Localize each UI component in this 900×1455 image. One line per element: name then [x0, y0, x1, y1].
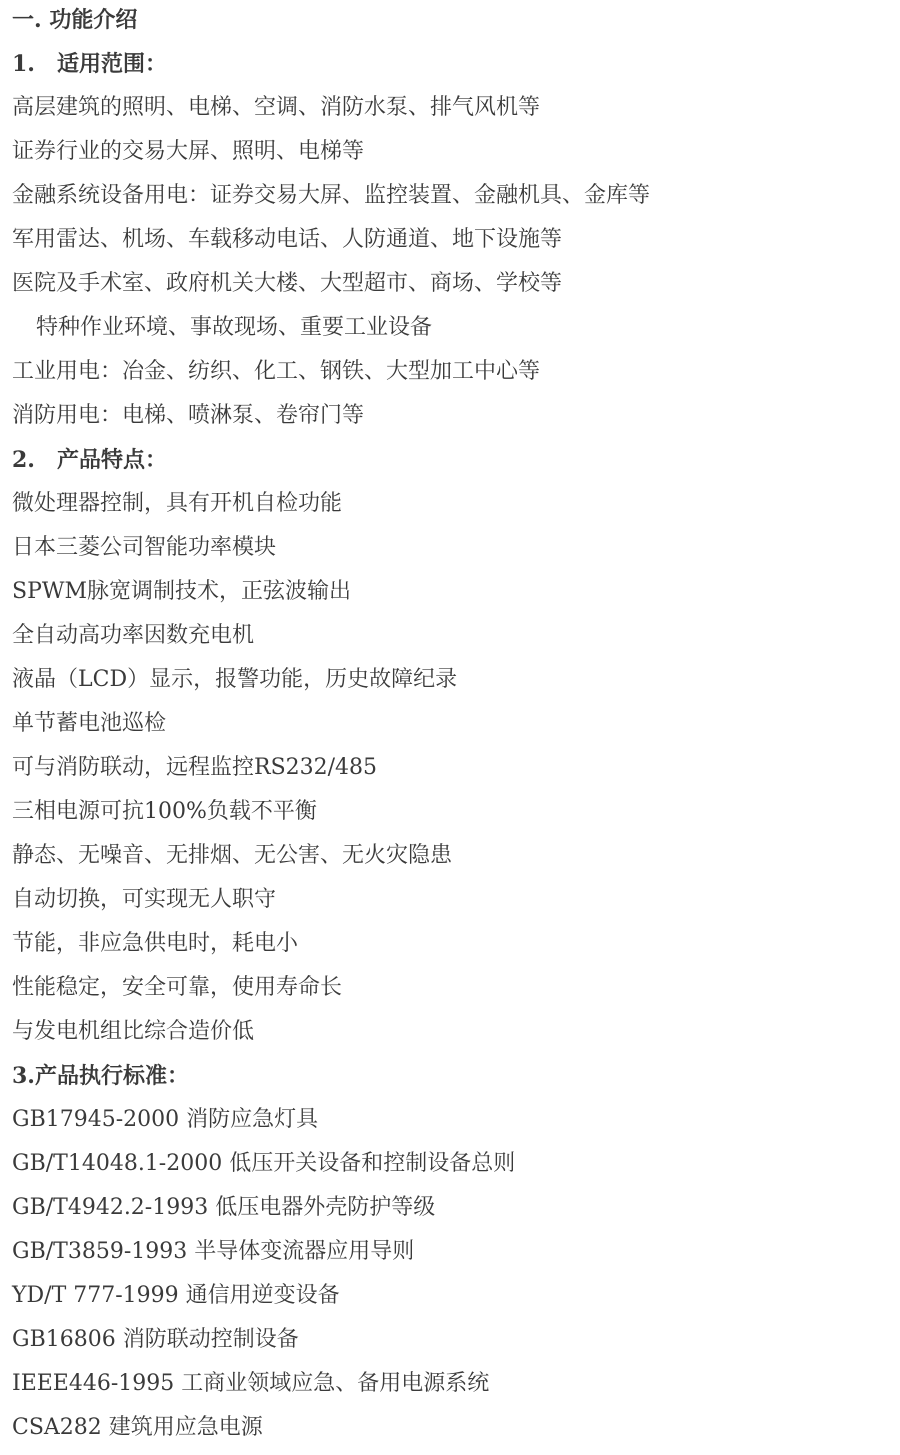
feature-item: 全自动高功率因数充电机	[12, 623, 255, 648]
feature-item: 三相电源可抗100%负载不平衡	[12, 799, 317, 824]
feature-item: SPWM脉宽调制技术，正弦波输出	[12, 579, 352, 604]
section-title: 一. 功能介绍	[12, 7, 138, 33]
feature-item: 日本三菱公司智能功率模块	[12, 535, 277, 560]
feature-item: 单节蓄电池巡检	[12, 711, 167, 736]
scope-heading: 1. 适用范围：	[12, 51, 167, 77]
feature-item: 自动切换，可实现无人职守	[12, 887, 277, 912]
feature-item: 静态、无噪音、无排烟、无公害、无火灾隐患	[12, 843, 453, 868]
standard-item: GB16806 消防联动控制设备	[12, 1327, 299, 1352]
standard-item: GB/T14048.1-2000 低压开关设备和控制设备总则	[12, 1151, 516, 1176]
scope-item: 工业用电：冶金、纺织、化工、钢铁、大型加工中心等	[12, 359, 541, 384]
standard-item: IEEE446-1995 工商业领域应急、备用电源系统	[12, 1371, 490, 1396]
feature-item: 与发电机组比综合造价低	[12, 1019, 255, 1044]
feature-item: 可与消防联动，远程监控RS232/485	[12, 755, 378, 780]
document-body	[12, 0, 892, 1450]
scope-item: 高层建筑的照明、电梯、空调、消防水泵、排气风机等	[12, 95, 541, 120]
feature-item: 节能，非应急供电时，耗电小	[12, 931, 299, 956]
feature-item: 微处理器控制，具有开机自检功能	[12, 491, 343, 516]
standard-item: YD/T 777-1999 通信用逆变设备	[12, 1283, 340, 1308]
standard-item: GB17945-2000 消防应急灯具	[12, 1107, 319, 1132]
standards-heading: 3.产品执行标准：	[12, 1063, 189, 1089]
standard-item: CSA282 建筑用应急电源	[12, 1415, 263, 1440]
scope-item: 金融系统设备用电：证券交易大屏、监控装置、金融机具、金库等	[12, 183, 651, 208]
scope-item: 证券行业的交易大屏、照明、电梯等	[12, 139, 365, 164]
scope-item: 特种作业环境、事故现场、重要工业设备	[36, 315, 433, 340]
feature-item: 液晶（LCD）显示，报警功能，历史故障纪录	[12, 667, 458, 692]
standard-item: GB/T3859-1993 半导体变流器应用导则	[12, 1239, 415, 1264]
standard-item: GB/T4942.2-1993 低压电器外壳防护等级	[12, 1195, 436, 1220]
feature-item: 性能稳定，安全可靠，使用寿命长	[12, 975, 343, 1000]
features-heading: 2. 产品特点：	[12, 447, 167, 473]
scope-item: 医院及手术室、政府机关大楼、大型超市、商场、学校等	[12, 271, 563, 296]
scope-item: 消防用电：电梯、喷淋泵、卷帘门等	[12, 403, 365, 428]
scope-item: 军用雷达、机场、车载移动电话、人防通道、地下设施等	[12, 227, 563, 252]
